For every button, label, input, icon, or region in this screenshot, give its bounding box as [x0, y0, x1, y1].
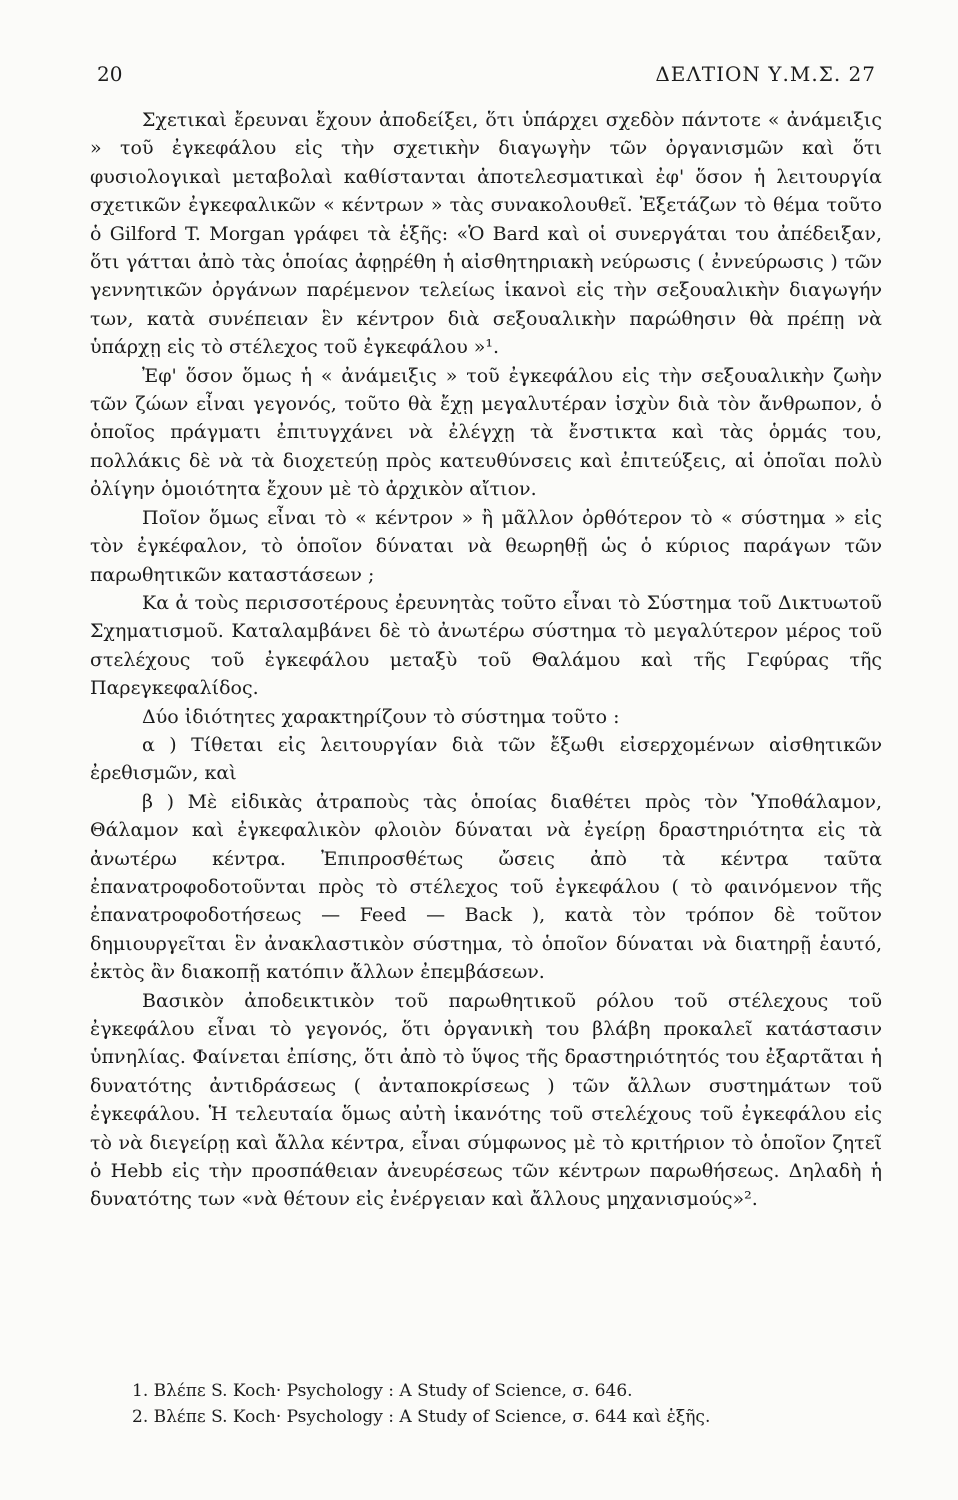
footnotes [132, 1378, 832, 1430]
page-header [97, 62, 876, 92]
paragraph: Ἐφ' ὅσον ὅμως ἡ « ἀνάμειξις » τοῦ ἐγκεφάλου εἰς τὴν σεξουαλικὴν ζωὴν τῶν ζώων εἶναι γεγονός, τοῦτο θὰ ἔχῃ μεγαλυτέραν ἰσχὺν διὰ τὸν ἄνθρωπον, ὁ ὁποῖος πράγματι ἐπιτυγχάνει νὰ ἐλέγχῃ τὰ ἔνστικτα καὶ τὰς ὁρμάς του, πολλάκις δὲ νὰ τὰ διοχετεύῃ πρὸς κατευθύνσεις καὶ ἐπιτεύξεις, αἱ ὁποῖαι πολὺ ὀλίγην ὁμοιότητα ἔχουν μὲ τὸ ἀρχικὸν αἴτιον. [90, 364, 882, 501]
journal-title: ΔΕΛΤΙΟΝ Υ.Μ.Σ. 27 [655, 62, 876, 86]
footnote-1: 1. Βλέπε S. Koch· Psychology : A Study of Science, σ. 646. [132, 1381, 633, 1401]
page-number: 20 [97, 62, 123, 86]
footnote-2: 2. Βλέπε S. Koch· Psychology : A Study of Science, σ. 644 καὶ ἑξῆς. [132, 1407, 711, 1427]
list-item-a: α ) Τίθεται εἰς λειτουργίαν διὰ τῶν ἔξωθι εἰσερχομένων αἰσθητικῶν ἐρεθισμῶν, καὶ [90, 733, 882, 785]
paragraph: Δύο ἰδιότητες χαρακτηρίζουν τὸ σύστημα τοῦτο : [142, 705, 620, 728]
list-item-b: β ) Μὲ εἰδικὰς ἀτραποὺς τὰς ὁποίας διαθέτει πρὸς τὸν Ὑποθάλαμον, Θάλαμον καὶ ἐγκεφαλικὸν φλοιὸν δύναται νὰ ἐγείρῃ δραστηριότητα εἰς τὰ ἀνωτέρω κέντρα. Ἐπιπροσθέτως ὤσεις ἀπὸ τὰ κέντρα ταῦτα ἐπανατροφοδοτοῦνται πρὸς τὸ στέλεχος τοῦ ἐγκεφάλου ( τὸ φαινόμενον τῆς ἐπανατροφοδοτήσεως — Feed — Back ), κατὰ τὸν τρόπον δὲ τοῦτον δημιουργεῖται ἓν ἀνακλαστικὸν σύστημα, τὸ ὁποῖον δύναται νὰ διατηρῇ ἑαυτό, ἐκτὸς ἂν διακοπῇ κατόπιν ἄλλων ἐπεμβάσεων. [90, 790, 882, 984]
paragraph: Κα ἀ τοὺς περισσοτέρους ἐρευνητὰς τοῦτο εἶναι τὸ Σύστημα τοῦ Δικτυωτοῦ Σχηματισμοῦ. Καταλαμβάνει δὲ τὸ ἀνωτέρω σύστημα τὸ μεγαλύτερον μέρος τοῦ στελέχους τοῦ ἐγκεφάλου μεταξὺ τοῦ Θαλάμου καὶ τῆς Γεφύρας τῆς Παρεγκεφαλίδος. [90, 591, 882, 700]
paragraph: Ποῖον ὅμως εἶναι τὸ « κέντρον » ἢ μᾶλλον ὀρθότερον τὸ « σύστημα » εἰς τὸν ἐγκέφαλον, τὸ ὁποῖον δύναται νὰ θεωρηθῇ ὡς ὁ κύριος παράγων τῶν παρωθητικῶν καταστάσεων ; [90, 506, 882, 586]
body-text [90, 106, 882, 1214]
paragraph: Σχετικαὶ ἔρευναι ἔχουν ἀποδείξει, ὅτι ὑπάρχει σχεδὸν πάντοτε « ἀνάμειξις » τοῦ ἐγκεφάλου εἰς τὴν σχετικὴν διαγωγὴν τῶν ὀργανισμῶν καὶ ὅτι φυσιολογικαὶ μεταβολαὶ καθίστανται ἀποτελεσματικαὶ ἐφ' ὅσον ἡ λειτουργία σχετικῶν ἐγκεφαλικῶν « κέντρων » τὰς συνακολουθεῖ. Ἐξετάζων τὸ θέμα τοῦτο ὁ Gilford T. Morgan γράφει τὰ ἑξῆς: «Ὁ Bard καὶ οἱ συνεργάται του ἀπέδειξαν, ὅτι γάτται ἀπὸ τὰς ὁποίας ἀφῃρέθη ἡ αἰσθητηριακὴ νεύρωσις ( ἐννεύρωσις ) τῶν γεννητικῶν ὀργάνων παρέμενον τελείως ἱκανοὶ εἰς τὴν σεξουαλικὴν διαγωγήν των, κατὰ συνέπειαν ἓν κέντρον διὰ σεξουαλικὴν παρώθησιν θὰ πρέπῃ νὰ ὑπάρχῃ εἰς τὸ στέλεχος τοῦ ἐγκεφάλου »¹. [90, 109, 882, 359]
paragraph: Βασικὸν ἀποδεικτικὸν τοῦ παρωθητικοῦ ρόλου τοῦ στέλεχους τοῦ ἐγκεφάλου εἶναι τὸ γεγονός, ὅτι ὀργανικὴ του βλάβη προκαλεῖ κατάστασιν ὑπνηλίας. Φαίνεται ἐπίσης, ὅτι ἀπὸ τὸ ὕψος τῆς δραστηριότητός του ἐξαρτᾶται ἡ δυνατότης ἀντιδράσεως ( ἀνταποκρίσεως ) τῶν ἄλλων συστημάτων τοῦ ἐγκεφάλου. Ἡ τελευταία ὅμως αὐτὴ ἱκανότης τοῦ στελέχους τοῦ ἐγκεφάλου εἰς τὸ νὰ διεγείρῃ καὶ ἄλλα κέντρα, εἶναι σύμφωνος μὲ τὸ κριτήριον τὸ ὁποῖον ζητεῖ ὁ Hebb εἰς τὴν προσπάθειαν ἀνευρέσεως τῶν κέντρων παρωθήσεως. Δηλαδὴ ἡ δυνατότης των «νὰ θέτουν εἰς ἐνέργειαν καὶ ἄλλους μηχανισμούς»². [90, 989, 882, 1211]
